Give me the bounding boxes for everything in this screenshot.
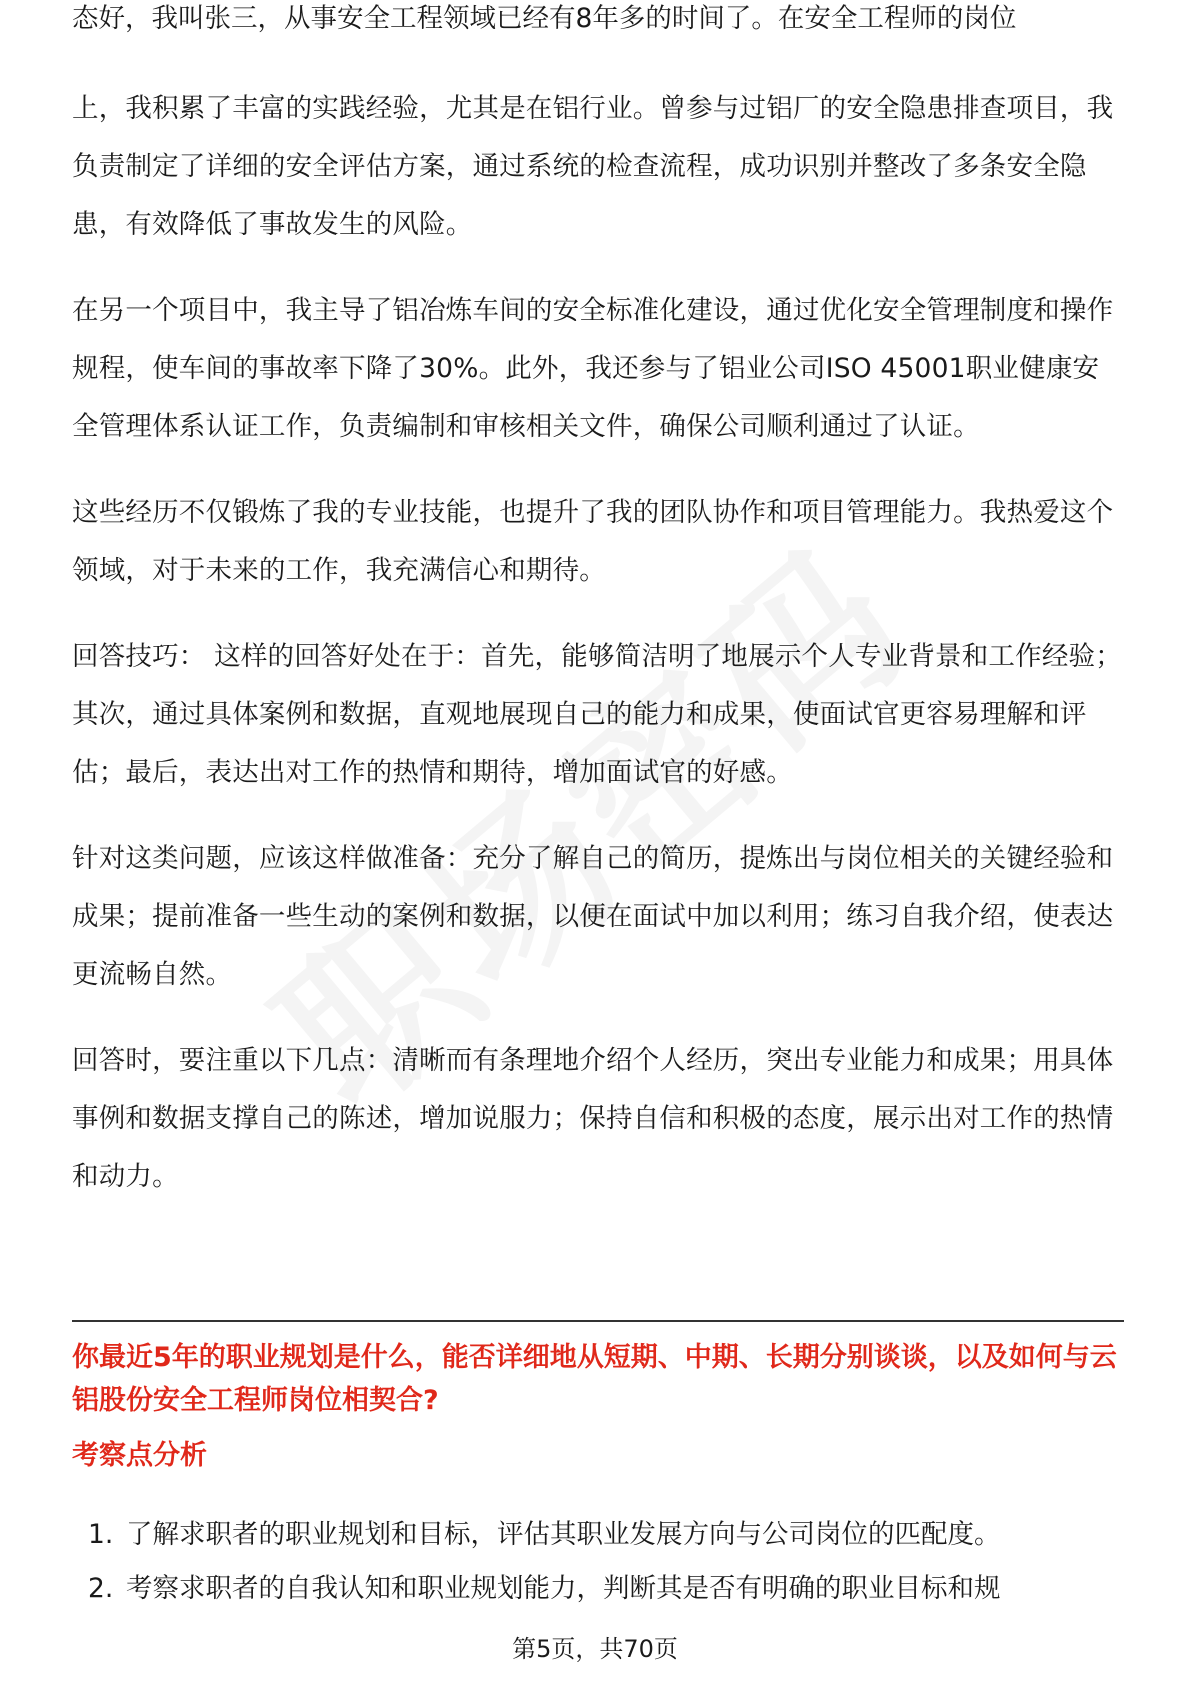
paragraph-answer-tips: 回答技巧： 这样的回答好处在于：首先，能够简洁明了地展示个人专业背景和工作经验；其次，通过具体案例和数据，直观地展现自己的能力和成果，使面试官更容易理解和评估；最后，表达出对工作的热情和期待，增加面试官的好感。 [72, 641, 1122, 788]
paragraph-key-points: 回答时，要注重以下几点：清晰而有条理地介绍个人经历，突出专业能力和成果；用具体事例和数据支撑自己的陈述，增加说服力；保持自信和积极的态度，展示出对工作的热情和动力。 [72, 1045, 1114, 1192]
list-item-number: 1. [88, 1519, 114, 1550]
paragraph-skills: 这些经历不仅锻炼了我的专业技能，也提升了我的团队协作和项目管理能力。我热爱这个领域，对于未来的工作，我充满信心和期待。 [72, 497, 1114, 586]
analysis-heading: 考察点分析 [72, 1440, 207, 1471]
list-item-text: 了解求职者的职业规划和目标，评估其职业发展方向与公司岗位的匹配度。 [126, 1519, 1001, 1550]
list-item-number: 2. [88, 1573, 114, 1604]
section-divider [72, 1320, 1124, 1322]
paragraph-experience: 上，我积累了丰富的实践经验，尤其是在铝行业。曾参与过铝厂的安全隐患排查项目，我负责制定了详细的安全评估方案，通过系统的检查流程，成功识别并整改了多条安全隐患，有效降低了事故发生的风险。 [72, 93, 1114, 240]
paragraph-project: 在另一个项目中，我主导了铝冶炼车间的安全标准化建设，通过优化安全管理制度和操作规程，使车间的事故率下降了30%。此外，我还参与了铝业公司ISO 45001职业健康安全管理体系认证工作，负责编制和审核相关文件，确保公司顺利通过了认证。 [72, 295, 1114, 442]
question-title: 你最近5年的职业规划是什么，能否详细地从短期、中期、长期分别谈谈，以及如何与云铝股份安全工程师岗位相契合? [72, 1342, 1117, 1416]
answer-body [72, 80, 1122, 1234]
list-item [88, 1562, 1128, 1616]
list-item-text: 考察求职者的自我认知和职业规划能力，判断其是否有明确的职业目标和规 [126, 1573, 1001, 1604]
page-number: 第5页，共70页 [512, 1635, 678, 1663]
analysis-list [88, 1508, 1128, 1616]
clipped-top-line [72, 3, 1122, 66]
list-item [88, 1508, 1128, 1562]
paragraph-preparation: 针对这类问题，应该这样做准备：充分了解自己的简历，提炼出与岗位相关的关键经验和成果；提前准备一些生动的案例和数据，以便在面试中加以利用；练习自我介绍，使表达更流畅自然。 [72, 843, 1114, 990]
clipped-top-text: 态好，我叫张三，从事安全工程领域已经有8年多的时间了。在安全工程师的岗位 [72, 3, 1017, 34]
